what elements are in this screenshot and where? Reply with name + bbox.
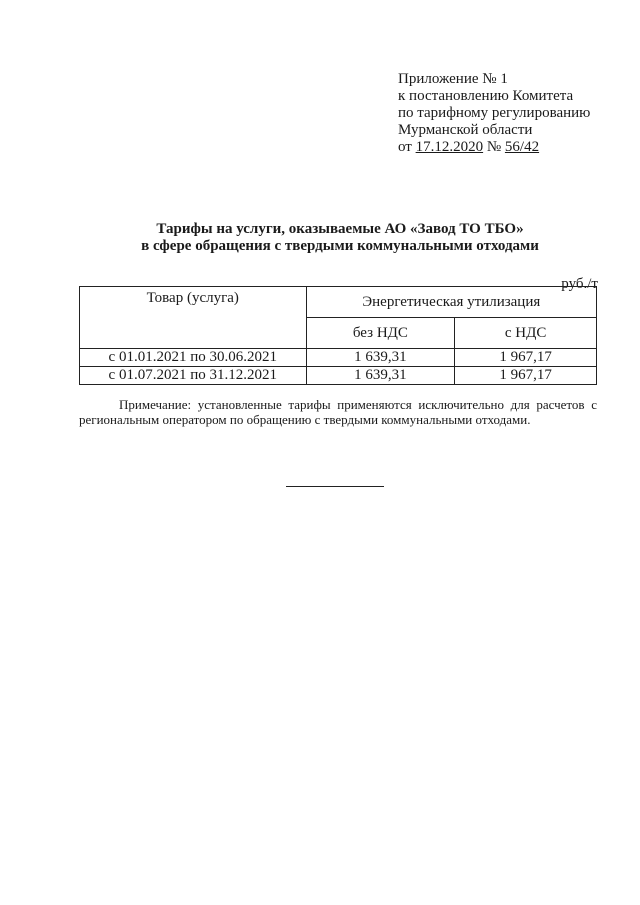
- header-product: Товар (услуга): [80, 287, 307, 349]
- header-with-vat: с НДС: [455, 318, 597, 349]
- appendix-line-3: по тарифному регулированию: [398, 105, 591, 121]
- appendix-line-2: к постановлению Комитета: [398, 88, 574, 104]
- separator-line: [286, 486, 384, 487]
- document-title: [80, 221, 600, 255]
- title-line-1: Тарифы на услуги, оказываемые АО «Завод ТО ТБО»: [156, 221, 524, 237]
- cell-with-vat: 1 967,17: [455, 367, 597, 385]
- note-text: Примечание: установленные тарифы применяются исключительно для расчетов с региональным оператором по обращению с твердыми коммунальными отходами.: [79, 397, 597, 427]
- cell-period: с 01.01.2021 по 30.06.2021: [80, 349, 307, 367]
- cell-period: с 01.07.2021 по 31.12.2021: [80, 367, 307, 385]
- appendix-line-1: Приложение № 1: [398, 71, 508, 87]
- date-prefix: от: [398, 139, 416, 155]
- cell-with-vat: 1 967,17: [455, 349, 597, 367]
- resolution-number: 56/42: [504, 139, 540, 155]
- unit-label: руб./т: [561, 276, 598, 292]
- appendix-header: [398, 71, 590, 156]
- appendix-line-4: Мурманской области: [398, 122, 533, 138]
- cell-no-vat: 1 639,31: [306, 349, 455, 367]
- appendix-date-line: [398, 139, 590, 156]
- title-line-2: в сфере обращения с твердыми коммунальными отходами: [141, 238, 539, 254]
- table-row: [80, 349, 597, 367]
- tariff-table: [79, 286, 597, 385]
- number-prefix: №: [483, 139, 505, 155]
- table-row: [80, 367, 597, 385]
- cell-no-vat: 1 639,31: [306, 367, 455, 385]
- header-no-vat: без НДС: [306, 318, 455, 349]
- resolution-date: 17.12.2020: [415, 139, 484, 155]
- header-energy-utilization: Энергетическая утилизация: [306, 287, 596, 318]
